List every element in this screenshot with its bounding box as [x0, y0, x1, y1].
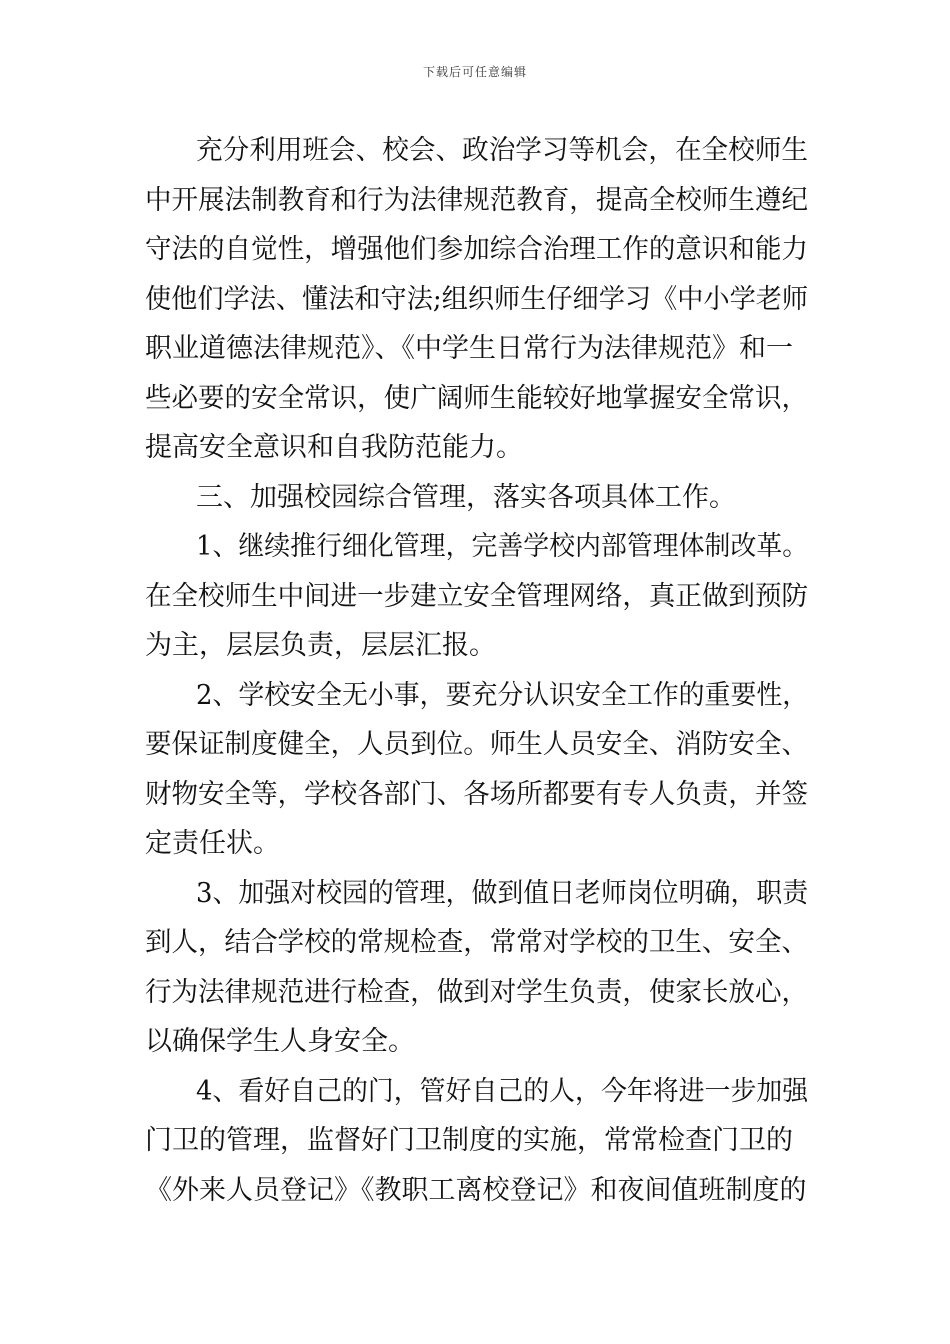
text-line: 门卫的管理，监督好门卫制度的实施，常常检查门卫的 [145, 1125, 793, 1156]
text-line: 为主，层层负责，层层汇报。 [145, 630, 496, 661]
text-line: 1、继续推行细化管理，完善学校内部管理体制改革。 [196, 531, 809, 562]
text-line: 定责任状。 [145, 828, 280, 859]
text-line: 职业道德法律规范》、《中学生日常行为法律规范》和一 [145, 333, 793, 364]
text-line: 在全校师生中间进一步建立安全管理网络，真正做到预防 [145, 581, 808, 612]
text-line: 要保证制度健全，人员到位。师生人员安全、消防安全、 [145, 729, 808, 760]
text-line: 《外来人员登记》《教职工离校登记》和夜间值班制度的 [145, 1175, 807, 1206]
text-line: 4、看好自己的门，管好自己的人，今年将进一步加强 [196, 1076, 809, 1107]
section-heading: 三、加强校园综合管理，落实各项具体工作。 [196, 482, 736, 513]
text-line: 以确保学生人身安全。 [145, 1026, 415, 1057]
text-line: 2、学校安全无小事，要充分认识安全工作的重要性， [196, 680, 809, 711]
text-line: 到人，结合学校的常规检查，常常对学校的卫生、安全、 [145, 927, 808, 958]
text-line: 3、加强对校园的管理，做到值日老师岗位明确，职责 [196, 878, 809, 909]
text-line: 使他们学法、懂法和守法;组织师生仔细学习《中小学老师 [145, 284, 809, 315]
text-line: 提高安全意识和自我防范能力。 [145, 432, 523, 463]
text-line: 中开展法制教育和行为法律规范教育，提高全校师生遵纪 [145, 185, 808, 216]
text-line: 充分利用班会、校会、政治学习等机会，在全校师生 [196, 135, 808, 166]
page-header: 下载后可任意编辑 [422, 65, 527, 79]
text-line: 行为法律规范进行检查，做到对学生负责，使家长放心， [145, 977, 808, 1008]
text-line: 些必要的安全常识，使广阔师生能较好地掌握安全常识， [145, 383, 808, 414]
text-line: 守法的自觉性，增强他们参加综合治理工作的意识和能力 [145, 234, 808, 265]
text-line: 财物安全等，学校各部门、各场所都要有专人负责，并签 [145, 779, 808, 810]
